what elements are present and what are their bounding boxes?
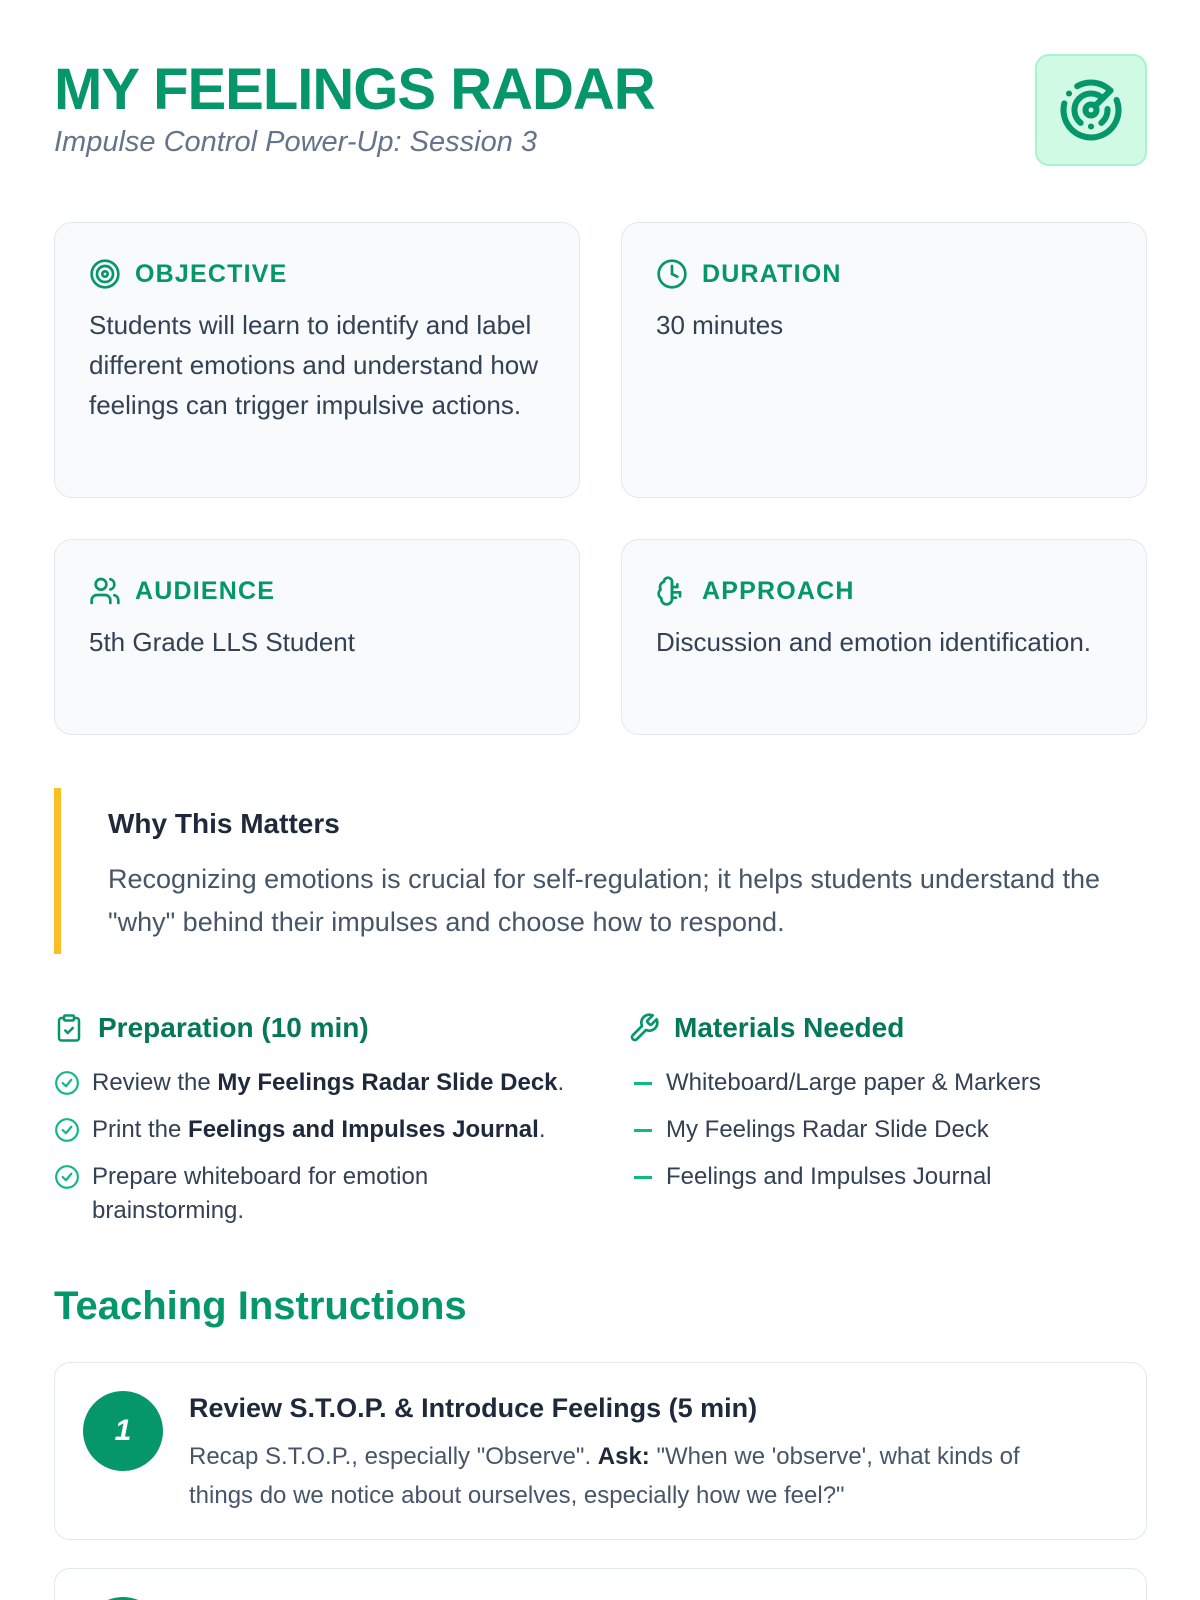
objective-label: OBJECTIVE: [135, 259, 288, 288]
approach-text: Discussion and emotion identification.: [656, 627, 1092, 657]
dash-bullet: [634, 1129, 652, 1132]
wrench-icon: [628, 1012, 660, 1044]
materials-section: [628, 1008, 1147, 1207]
materials-title: Materials Needed: [674, 1012, 905, 1043]
instruction-step-partial: [54, 1568, 1147, 1600]
step-number: 1: [83, 1391, 163, 1471]
list-item: Feelings and Impulses Journal: [628, 1160, 1147, 1194]
target-icon: [89, 258, 121, 290]
header: [54, 50, 1147, 170]
why-text: Recognizing emotions is crucial for self-regulation; it helps students understand the "why" behind their impulses and choose how to respond.: [108, 864, 1101, 937]
step-title: Review S.T.O.P. & Introduce Feelings (5 min): [189, 1393, 758, 1423]
dash-bullet: [634, 1082, 652, 1085]
clipboard-check-icon: [54, 1011, 84, 1045]
approach-card: [621, 539, 1147, 735]
materials-list: [628, 1066, 1147, 1194]
page-title: MY FEELINGS RADAR: [54, 57, 655, 122]
list-item: Prepare whiteboard for emotion brainstorming.: [54, 1160, 574, 1228]
why-this-matters-callout: [54, 788, 1147, 954]
why-title: Why This Matters: [108, 808, 340, 839]
radar-badge: [1035, 54, 1147, 166]
approach-label: APPROACH: [702, 576, 855, 605]
audience-text: 5th Grade LLS Student: [89, 627, 355, 657]
duration-text: 30 minutes: [656, 310, 784, 340]
audience-label: AUDIENCE: [135, 576, 276, 605]
preparation-title: Preparation (10 min): [98, 1012, 369, 1043]
list-item: Print the Feelings and Impulses Journal.: [54, 1113, 574, 1147]
preparation-list: [54, 1066, 574, 1228]
objective-card: [54, 222, 580, 498]
list-item: My Feelings Radar Slide Deck: [628, 1113, 1147, 1147]
users-icon: [89, 575, 121, 607]
step-text: Recap S.T.O.P., especially "Observe". Ask: "When we 'observe', what kinds of things do we notice about ourselves, especially how we feel?": [189, 1443, 1020, 1509]
audience-card: [54, 539, 580, 735]
duration-label: DURATION: [702, 259, 842, 288]
check-circle-icon: [54, 1164, 80, 1190]
list-item: Review the My Feelings Radar Slide Deck.: [54, 1066, 574, 1100]
clock-icon: [656, 258, 688, 290]
page-subtitle: Impulse Control Power-Up: Session 3: [54, 126, 538, 158]
list-item: Whiteboard/Large paper & Markers: [628, 1066, 1147, 1100]
dash-bullet: [634, 1176, 652, 1179]
radar-icon: [1058, 77, 1124, 143]
preparation-section: [54, 1008, 574, 1241]
brain-icon: [656, 575, 688, 607]
objective-text: Students will learn to identify and label different emotions and understand how feelings can trigger impulsive actions.: [89, 310, 539, 420]
check-circle-icon: [54, 1070, 80, 1096]
teaching-instructions-title: Teaching Instructions: [54, 1284, 467, 1328]
duration-card: [621, 222, 1147, 498]
check-circle-icon: [54, 1117, 80, 1143]
instruction-step: [54, 1362, 1147, 1540]
